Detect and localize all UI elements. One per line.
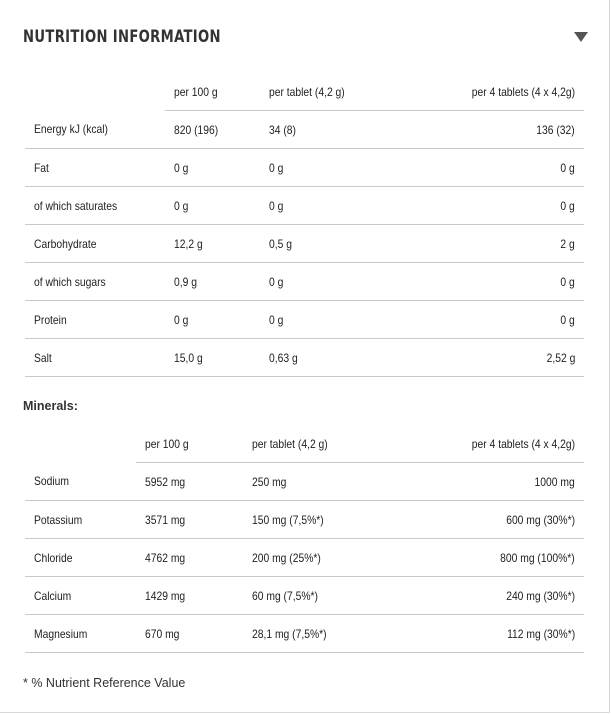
row-label: Sodium (25, 463, 136, 501)
header-cell: per 100 g (165, 73, 260, 111)
table-row (25, 111, 584, 149)
header-cell (25, 425, 136, 463)
cell-per-tablet: 0 g (260, 301, 394, 339)
cell-per-tablet: 60 mg (7,5%*) (243, 577, 405, 615)
cell-per-4-tablets: 0 g (394, 263, 584, 301)
cell-per-tablet: 28,1 mg (7,5%*) (243, 615, 405, 653)
table-row (25, 615, 584, 653)
cell-per-100g: 0 g (165, 149, 260, 187)
table-row (25, 339, 584, 377)
row-label: Carbohydrate (25, 225, 165, 263)
table-row (25, 149, 584, 187)
row-label: Magnesium (25, 615, 136, 653)
cell-per-tablet: 250 mg (243, 463, 405, 501)
minerals-table (25, 425, 584, 653)
cell-per-tablet: 0 g (260, 263, 394, 301)
caret-down-icon[interactable] (574, 32, 588, 42)
cell-per-100g: 670 mg (136, 615, 243, 653)
cell-per-4-tablets: 0 g (394, 301, 584, 339)
row-label: of which sugars (25, 263, 165, 301)
cell-per-100g: 0 g (165, 301, 260, 339)
cell-per-tablet: 150 mg (7,5%*) (243, 501, 405, 539)
footnote: * % Nutrient Reference Value (23, 676, 186, 690)
cell-per-100g: 3571 mg (136, 501, 243, 539)
row-label: Chloride (25, 539, 136, 577)
cell-per-4-tablets: 600 mg (30%*) (405, 501, 584, 539)
header-cell (25, 73, 165, 111)
table-row (25, 187, 584, 225)
cell-per-4-tablets: 1000 mg (405, 463, 584, 501)
cell-per-tablet: 0,63 g (260, 339, 394, 377)
table-header-row (25, 425, 584, 463)
cell-per-tablet: 34 (8) (260, 111, 394, 149)
table-row (25, 225, 584, 263)
cell-per-4-tablets: 136 (32) (394, 111, 584, 149)
table-row (25, 301, 584, 339)
cell-per-100g: 0 g (165, 187, 260, 225)
cell-per-100g: 15,0 g (165, 339, 260, 377)
cell-per-4-tablets: 0 g (394, 149, 584, 187)
row-label: Energy kJ (kcal) (25, 111, 165, 149)
cell-per-4-tablets: 240 mg (30%*) (405, 577, 584, 615)
cell-per-tablet: 200 mg (25%*) (243, 539, 405, 577)
cell-per-100g: 820 (196) (165, 111, 260, 149)
table-header-row (25, 73, 584, 111)
row-label: Potassium (25, 501, 136, 539)
header-cell: per 4 tablets (4 x 4,2g) (405, 425, 584, 463)
cell-per-4-tablets: 0 g (394, 187, 584, 225)
row-label: of which saturates (25, 187, 165, 225)
row-label: Fat (25, 149, 165, 187)
cell-per-4-tablets: 2,52 g (394, 339, 584, 377)
cell-per-tablet: 0 g (260, 187, 394, 225)
row-label: Protein (25, 301, 165, 339)
row-label: Salt (25, 339, 165, 377)
table-row (25, 463, 584, 501)
table-row (25, 501, 584, 539)
section-title: NUTRITION INFORMATION (23, 27, 221, 47)
table-row (25, 577, 584, 615)
cell-per-tablet: 0 g (260, 149, 394, 187)
cell-per-tablet: 0,5 g (260, 225, 394, 263)
nutrition-table (25, 73, 584, 377)
header-cell: per tablet (4,2 g) (260, 73, 394, 111)
cell-per-100g: 0,9 g (165, 263, 260, 301)
minerals-heading: Minerals: (23, 399, 78, 413)
header-cell: per 100 g (136, 425, 243, 463)
header-cell: per tablet (4,2 g) (243, 425, 405, 463)
cell-per-4-tablets: 112 mg (30%*) (405, 615, 584, 653)
cell-per-100g: 1429 mg (136, 577, 243, 615)
cell-per-100g: 5952 mg (136, 463, 243, 501)
nutrition-accordion-header[interactable] (23, 24, 589, 50)
row-label: Calcium (25, 577, 136, 615)
cell-per-100g: 4762 mg (136, 539, 243, 577)
table-row (25, 539, 584, 577)
table-row (25, 263, 584, 301)
header-cell: per 4 tablets (4 x 4,2g) (394, 73, 584, 111)
cell-per-4-tablets: 800 mg (100%*) (405, 539, 584, 577)
cell-per-100g: 12,2 g (165, 225, 260, 263)
cell-per-4-tablets: 2 g (394, 225, 584, 263)
